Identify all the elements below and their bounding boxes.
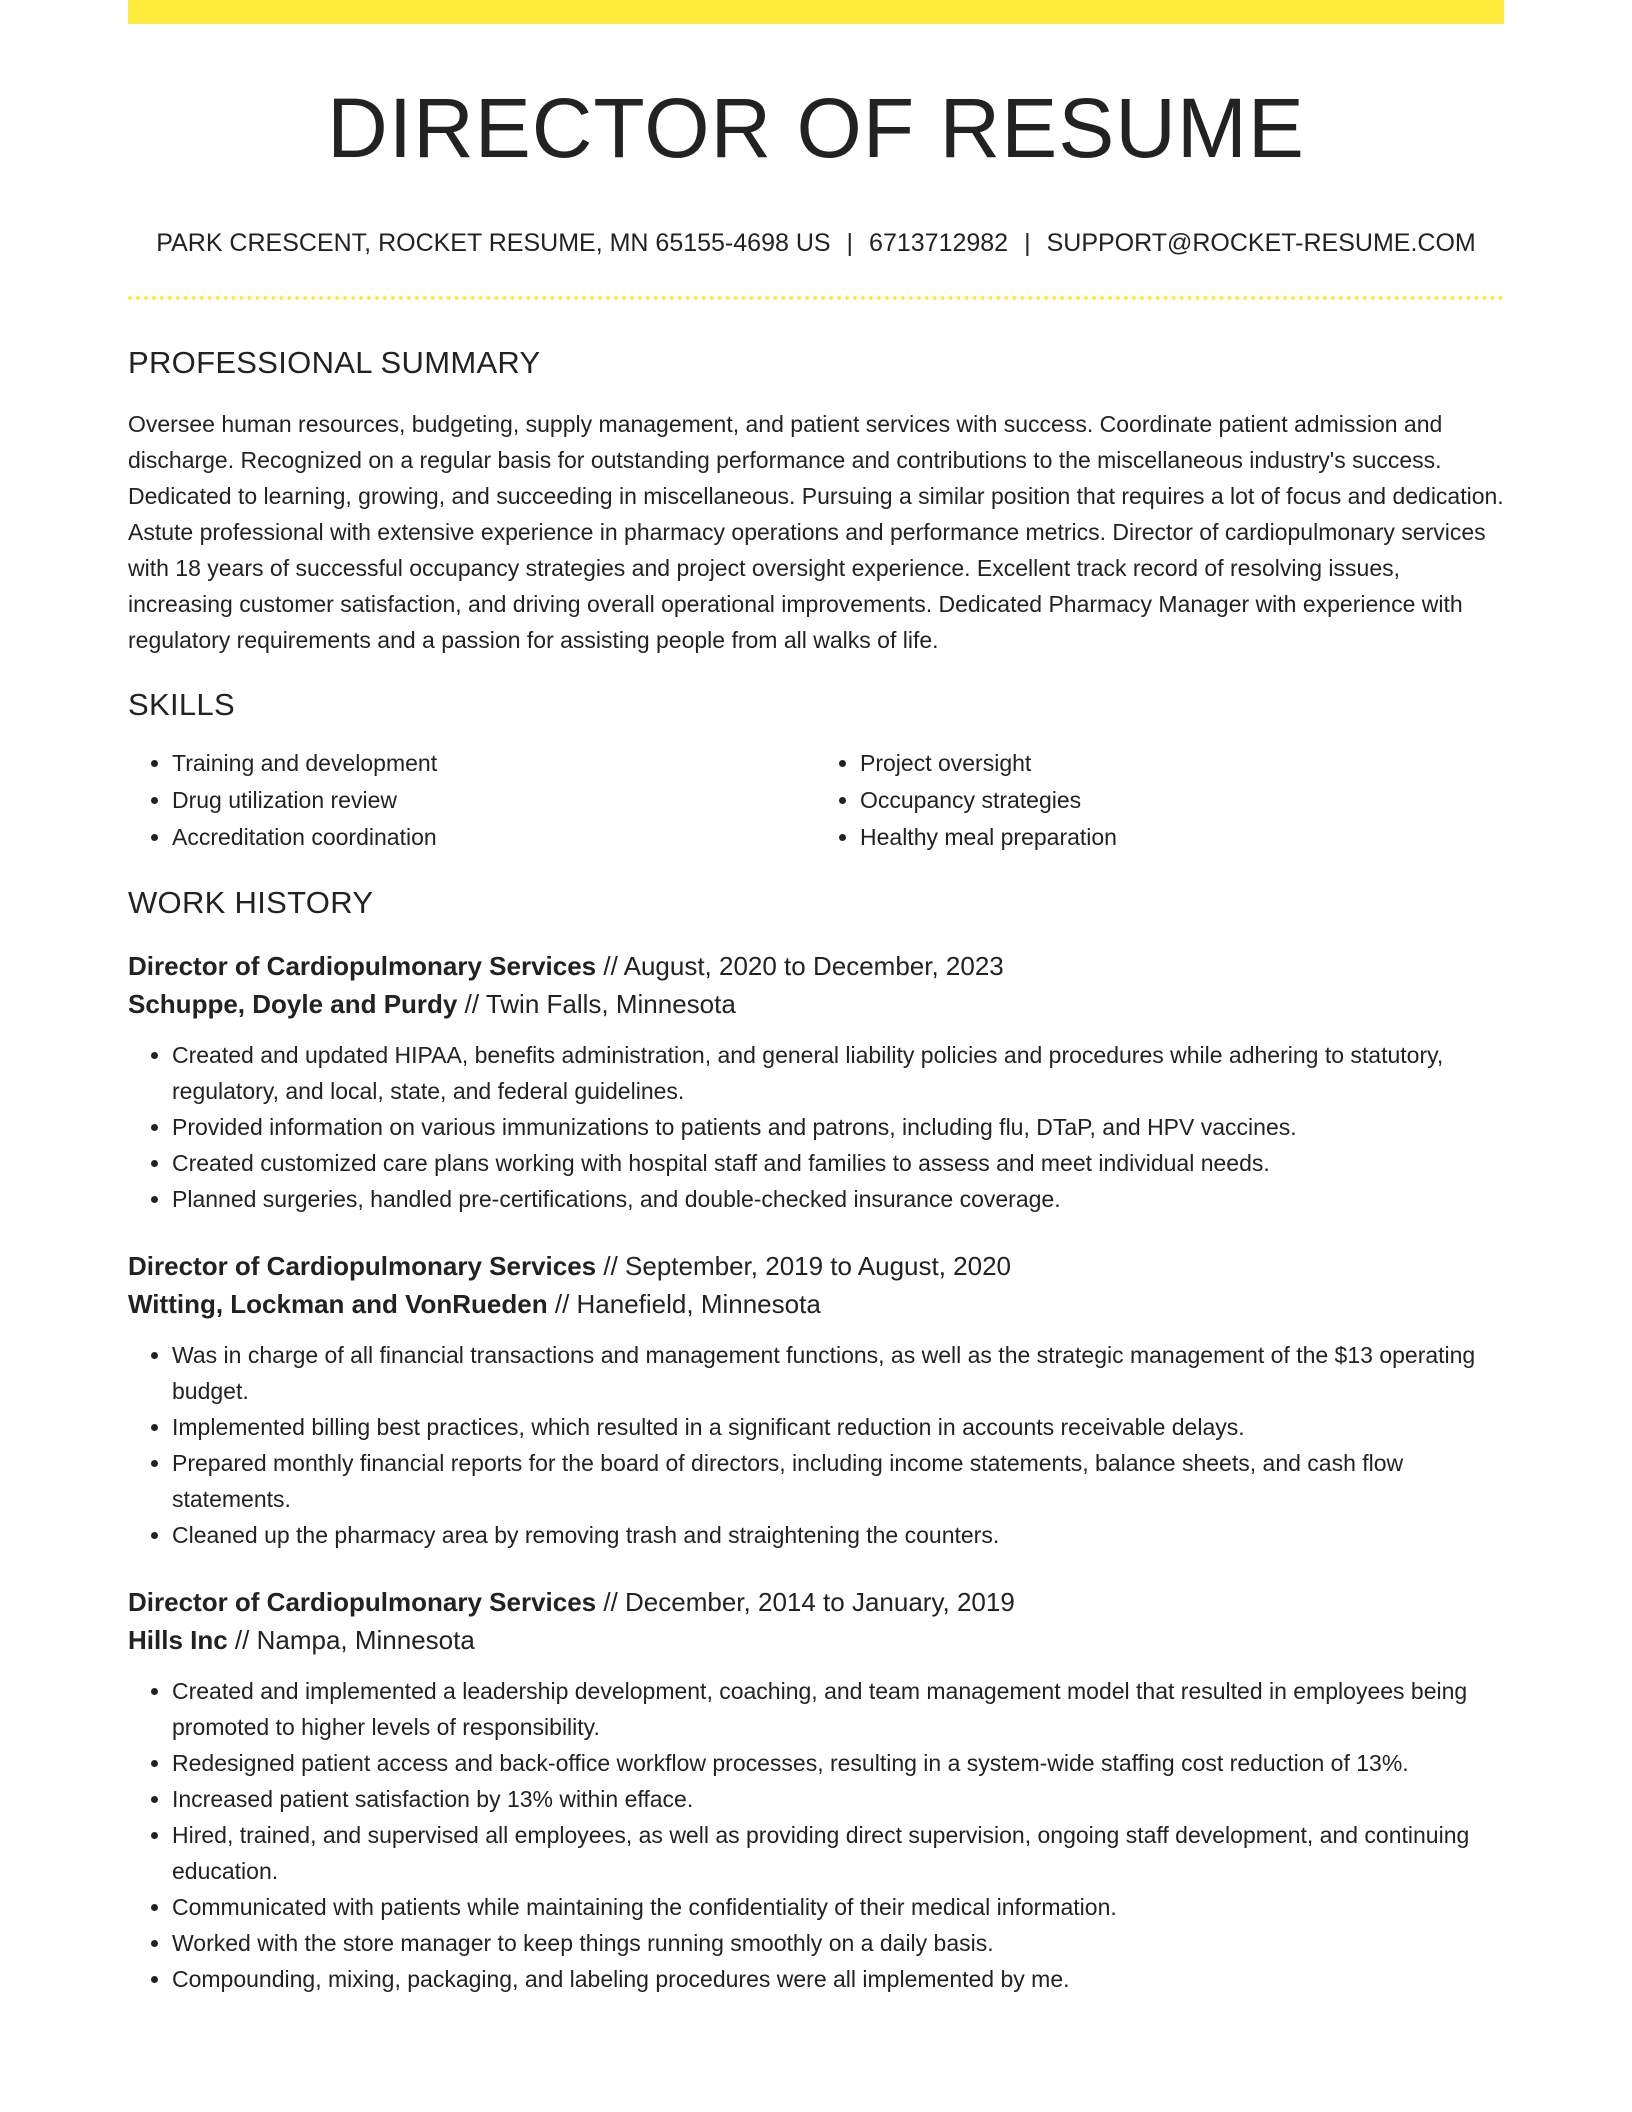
job-dates: // September, 2019 to August, 2020 xyxy=(596,1250,1011,1281)
job-bullet: • Prepared monthly financial reports for the board of directors, including income statements, balance sheets, and cash flow statements. xyxy=(172,1445,1504,1517)
job-entry xyxy=(128,1247,1504,1553)
skills-title: SKILLS xyxy=(128,686,235,722)
job-bullet: • Redesigned patient access and back-office workflow processes, resulting in a system-wide staffing cost reduction of 13%. xyxy=(172,1745,1504,1781)
resume-name: DIRECTOR OF RESUME xyxy=(327,81,1305,175)
job-title-line xyxy=(128,1583,1504,1621)
job-entry xyxy=(128,947,1504,1217)
job-bullet: • Cleaned up the pharmacy area by removing trash and straightening the counters. xyxy=(172,1517,1504,1553)
skill-item: • Accreditation coordination xyxy=(172,819,816,856)
summary-text: Oversee human resources, budgeting, supply management, and patient services with success. Coordinate patient admission and discharge. Recognized on a regular basis for outstanding performance and contributions to the miscellaneous industry's success. Dedicated to learning, growing, and succeeding in miscellaneous. Pursuing a similar position that requires a lot of focus and dedication. Astute professional with extensive experience in pharmacy operations and performance metrics. Director of cardiopulmonary services with 18 years of successful occupancy strategies and project oversight experience. Excellent track record of resolving issues, increasing customer satisfaction, and driving overall operational improvements. Dedicated Pharmacy Manager with experience with regulatory requirements and a passion for assisting people from all walks of life. xyxy=(128,410,1504,653)
skill-item: • Project oversight xyxy=(860,745,1504,782)
job-company-line xyxy=(128,1621,1504,1659)
job-role: Director of Cardiopulmonary Services xyxy=(128,1586,597,1617)
job-location: // Twin Falls, Minnesota xyxy=(457,988,736,1019)
contact-separator: | xyxy=(846,229,854,258)
job-location: // Nampa, Minnesota xyxy=(227,1624,475,1655)
accent-top-bar xyxy=(128,0,1504,24)
job-company-line xyxy=(128,1285,1504,1323)
contact-phone: 6713712982 xyxy=(869,229,1009,258)
dotted-divider xyxy=(128,296,1504,300)
job-bullet: • Increased patient satisfaction by 13% within efface. xyxy=(172,1781,1504,1817)
skills-column-left xyxy=(128,745,816,856)
job-company-line xyxy=(128,985,1504,1023)
job-bullet: • Compounding, mixing, packaging, and labeling procedures were all implemented by me. xyxy=(172,1961,1504,1997)
job-bullet: • Created customized care plans working with hospital staff and families to assess and meet individual needs. xyxy=(172,1145,1504,1181)
job-dates: // August, 2020 to December, 2023 xyxy=(596,950,1004,981)
job-bullet: • Implemented billing best practices, which resulted in a significant reduction in accounts receivable delays. xyxy=(172,1409,1504,1445)
job-bullet: • Communicated with patients while maintaining the confidentiality of their medical information. xyxy=(172,1889,1504,1925)
job-company: Witting, Lockman and VonRueden xyxy=(128,1288,548,1319)
job-bullet: • Hired, trained, and supervised all employees, as well as providing direct supervision, ongoing staff development, and continuing education. xyxy=(172,1817,1504,1889)
job-role: Director of Cardiopulmonary Services xyxy=(128,1250,597,1281)
job-bullet: • Planned surgeries, handled pre-certifications, and double-checked insurance coverage. xyxy=(172,1181,1504,1217)
job-company: Hills Inc xyxy=(128,1624,228,1655)
skill-item: • Training and development xyxy=(172,745,816,782)
job-bullet: • Created and updated HIPAA, benefits administration, and general liability policies and procedures while adhering to statutory, regulatory, and local, state, and federal guidelines. xyxy=(172,1037,1504,1109)
contact-address: PARK CRESCENT, ROCKET RESUME, MN 65155-4698 US xyxy=(156,229,831,258)
job-dates: // December, 2014 to January, 2019 xyxy=(596,1586,1015,1617)
contact-line xyxy=(128,228,1504,258)
summary-title: PROFESSIONAL SUMMARY xyxy=(128,345,541,381)
job-bullet: • Worked with the store manager to keep things running smoothly on a daily basis. xyxy=(172,1925,1504,1961)
skills-list xyxy=(128,745,1504,856)
skill-item: • Healthy meal preparation xyxy=(860,819,1504,856)
skill-item: • Occupancy strategies xyxy=(860,782,1504,819)
job-title-line xyxy=(128,947,1504,985)
job-location: // Hanefield, Minnesota xyxy=(547,1288,821,1319)
contact-separator: | xyxy=(1024,229,1031,258)
contact-email: SUPPORT@ROCKET-RESUME.COM xyxy=(1046,229,1476,258)
job-bullets xyxy=(128,1037,1504,1217)
job-bullet: • Provided information on various immunizations to patients and patrons, including flu, DTaP, and HPV vaccines. xyxy=(172,1109,1504,1145)
job-bullet: • Created and implemented a leadership development, coaching, and team management model that resulted in employees being promoted to higher levels of responsibility. xyxy=(172,1673,1504,1745)
job-bullet: • Was in charge of all financial transactions and management functions, as well as the strategic management of the $13 operating budget. xyxy=(172,1337,1504,1409)
skill-item: • Drug utilization review xyxy=(172,782,816,819)
work-history-title: WORK HISTORY xyxy=(128,884,374,920)
skills-column-right xyxy=(816,745,1504,856)
job-title-line xyxy=(128,1247,1504,1285)
resume-page xyxy=(128,0,1504,1997)
job-bullets xyxy=(128,1337,1504,1553)
job-role: Director of Cardiopulmonary Services xyxy=(128,950,597,981)
job-entry xyxy=(128,1583,1504,1997)
job-bullets xyxy=(128,1673,1504,1997)
job-company: Schuppe, Doyle and Purdy xyxy=(128,988,458,1019)
